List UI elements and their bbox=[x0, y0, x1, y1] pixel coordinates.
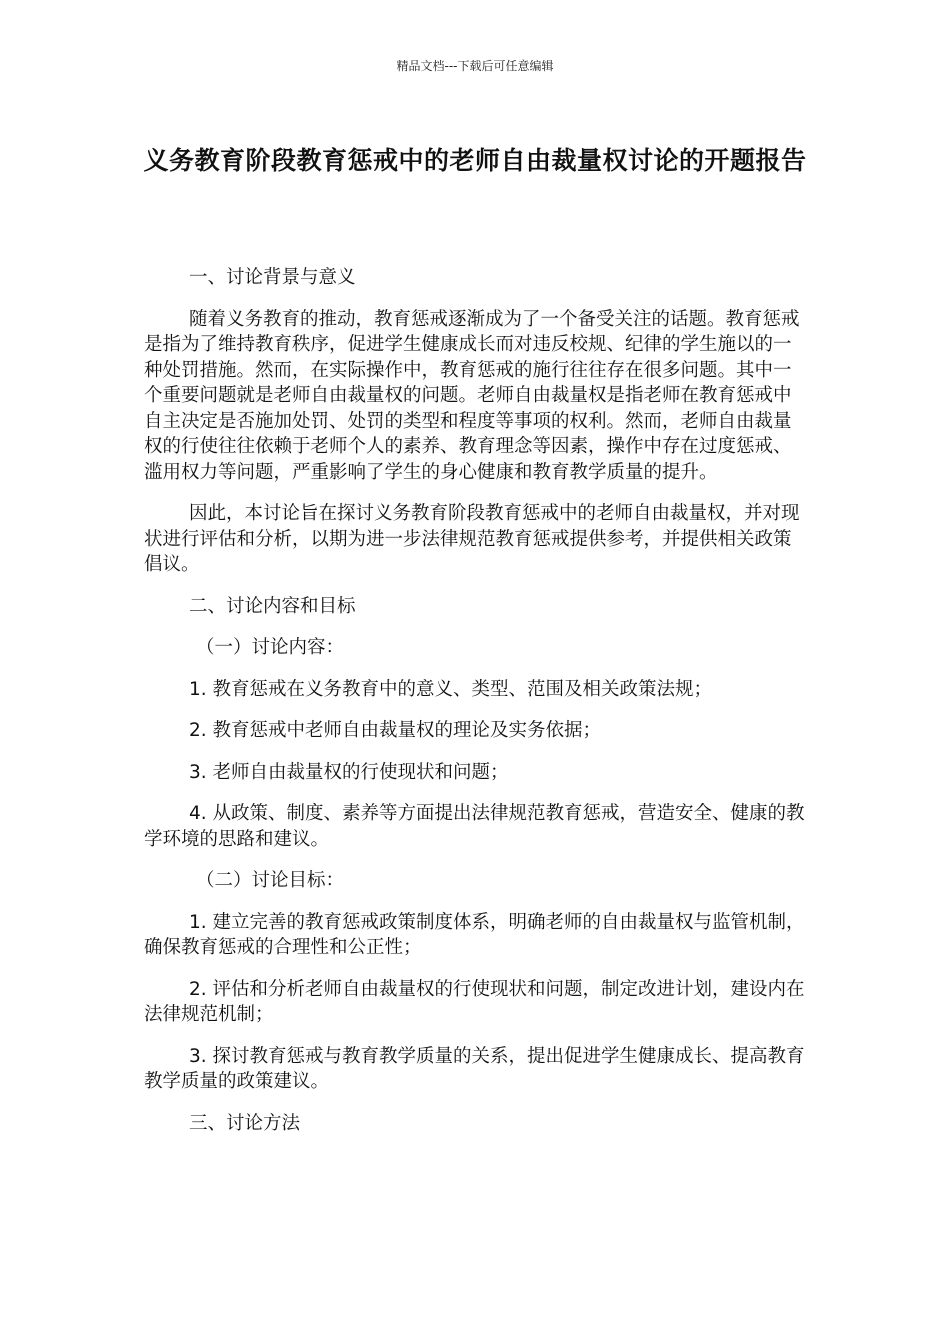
section-heading: 二、讨论内容和目标 bbox=[189, 595, 356, 617]
section-heading: 三、讨论方法 bbox=[189, 1112, 301, 1134]
list-item: 2. 评估和分析老师自由裁量权的行使现状和问题，制定改进计划，建设内在法律规范机制； bbox=[144, 978, 805, 1025]
subsection-heading: （一）讨论内容： bbox=[196, 637, 345, 658]
paragraph: 随着义务教育的推动，教育惩戒逐渐成为了一个备受关注的话题。教育惩戒是指为了维持教育秩序，促进学生健康成长而对违反校规、纪律的学生施以的一种处罚措施。然而，在实际操作中，教育惩戒的施行往往存在很多问题。其中一个重要问题就是老师自由裁量权的问题。老师自由裁量权是指老师在教育惩戒中自主决定是否施加处罚、处罚的类型和程度等事项的权利。然而，老师自由裁量权的行使往往依赖于老师个人的素养、教育理念等因素，操作中存在过度惩戒、滥用权力等问题，严重影响了学生的身心健康和教育教学质量的提升。 bbox=[144, 308, 800, 483]
subsection-heading: （二）讨论目标： bbox=[196, 870, 345, 891]
document-title: 义务教育阶段教育惩戒中的老师自由裁量权讨论的开题报告 bbox=[143, 146, 807, 175]
list-item: 2. 教育惩戒中老师自由裁量权的理论及实务依据； bbox=[189, 720, 602, 741]
list-item: 1. 建立完善的教育惩戒政策制度体系，明确老师的自由裁量权与监管机制，确保教育惩戒的合理性和公正性； bbox=[144, 911, 805, 958]
list-item: 4. 从政策、制度、素养等方面提出法律规范教育惩戒，营造安全、健康的教学环境的思路和建议。 bbox=[144, 803, 805, 850]
list-item: 3. 老师自由裁量权的行使现状和问题； bbox=[189, 761, 509, 783]
section-heading: 一、讨论背景与意义 bbox=[189, 267, 356, 288]
document-body bbox=[144, 265, 806, 1152]
header-note: 精品文档---下载后可任意编辑 bbox=[396, 59, 554, 73]
list-item: 3. 探讨教育惩戒与教育教学质量的关系，提出促进学生健康成长、提高教育教学质量的政策建议。 bbox=[144, 1045, 805, 1092]
list-item: 1. 教育惩戒在义务教育中的意义、类型、范围及相关政策法规； bbox=[189, 678, 713, 700]
paragraph: 因此，本讨论旨在探讨义务教育阶段教育惩戒中的老师自由裁量权，并对现状进行评估和分析，以期为进一步法律规范教育惩戒提供参考，并提供相关政策倡议。 bbox=[144, 503, 800, 575]
